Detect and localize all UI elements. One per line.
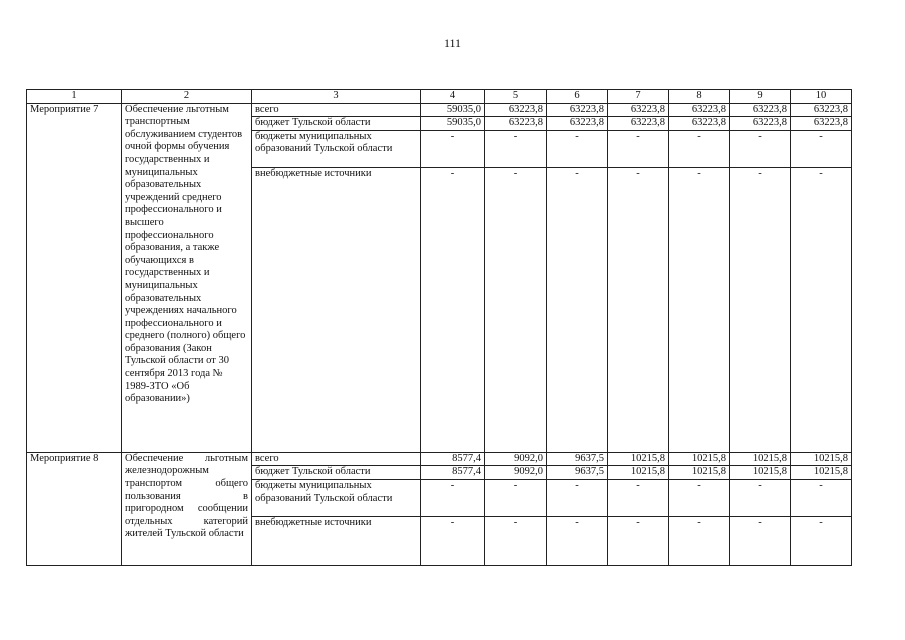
funding-source: внебюджетные источники xyxy=(252,167,421,452)
value-cell: - xyxy=(485,130,547,167)
value-cell: - xyxy=(547,516,608,565)
funding-source: бюджет Тульской области xyxy=(252,466,421,480)
funding-source: бюджеты муниципальных образований Тульской области xyxy=(252,130,421,167)
measure-description: Обеспечение льготным железнодорожным транспортом общего пользования в пригородном сообщении отдельных категорий жителей Тульской области xyxy=(122,452,252,565)
header-cell: 6 xyxy=(547,90,608,104)
value-cell: - xyxy=(791,516,852,565)
header-cell: 3 xyxy=(252,90,421,104)
header-cell: 2 xyxy=(122,90,252,104)
value-cell: 9092,0 xyxy=(485,466,547,480)
value-cell: - xyxy=(421,167,485,452)
measure-description: Обеспечение льготным транспортным обслуживанием студентов очной формы обучения государственных и муниципальных образовательных учреждений среднего профессионального и высшего профессионального образования, а также обучающихся в государственных и муниципальных образовательных учреждениях начального профессионального и среднего (полного) общего образования (Закон Тульской области от 30 сентября 2013 года № 1989-ЗТО «Об образовании») xyxy=(122,103,252,452)
value-cell: 10215,8 xyxy=(669,466,730,480)
value-cell: - xyxy=(669,130,730,167)
funding-source: всего xyxy=(252,103,421,117)
value-cell: 59035,0 xyxy=(421,117,485,131)
value-cell: - xyxy=(669,516,730,565)
value-cell: - xyxy=(730,516,791,565)
header-cell: 1 xyxy=(27,90,122,104)
value-cell: 8577,4 xyxy=(421,452,485,466)
header-cell: 9 xyxy=(730,90,791,104)
value-cell: - xyxy=(485,516,547,565)
value-cell: - xyxy=(421,130,485,167)
value-cell: - xyxy=(608,479,669,516)
value-cell: - xyxy=(791,167,852,452)
value-cell: 63223,8 xyxy=(547,103,608,117)
value-cell: - xyxy=(669,479,730,516)
value-cell: 9092,0 xyxy=(485,452,547,466)
value-cell: 63223,8 xyxy=(791,117,852,131)
value-cell: - xyxy=(421,479,485,516)
value-cell: 63223,8 xyxy=(547,117,608,131)
value-cell: - xyxy=(730,167,791,452)
value-cell: 63223,8 xyxy=(608,117,669,131)
value-cell: - xyxy=(669,167,730,452)
value-cell: - xyxy=(547,167,608,452)
funding-source: всего xyxy=(252,452,421,466)
funding-source: бюджеты муниципальных образований Тульской области xyxy=(252,479,421,516)
table-row xyxy=(27,103,852,117)
value-cell: - xyxy=(485,167,547,452)
header-cell: 7 xyxy=(608,90,669,104)
value-cell: - xyxy=(791,130,852,167)
measure-id: Мероприятие 8 xyxy=(27,452,122,565)
header-cell: 10 xyxy=(791,90,852,104)
value-cell: 8577,4 xyxy=(421,466,485,480)
value-cell: 10215,8 xyxy=(608,466,669,480)
page-number: 111 xyxy=(443,36,462,50)
value-cell: - xyxy=(547,479,608,516)
header-cell: 5 xyxy=(485,90,547,104)
value-cell: 10215,8 xyxy=(669,452,730,466)
value-cell: - xyxy=(547,130,608,167)
value-cell: 10215,8 xyxy=(791,452,852,466)
value-cell: 10215,8 xyxy=(730,466,791,480)
value-cell: 63223,8 xyxy=(669,103,730,117)
value-cell: 63223,8 xyxy=(669,117,730,131)
funding-source: бюджет Тульской области xyxy=(252,117,421,131)
value-cell: - xyxy=(730,130,791,167)
value-cell: 10215,8 xyxy=(608,452,669,466)
header-cell: 8 xyxy=(669,90,730,104)
funding-source: внебюджетные источники xyxy=(252,516,421,565)
value-cell: 10215,8 xyxy=(791,466,852,480)
value-cell: 63223,8 xyxy=(485,117,547,131)
value-cell: 9637,5 xyxy=(547,466,608,480)
value-cell: 63223,8 xyxy=(608,103,669,117)
value-cell: 9637,5 xyxy=(547,452,608,466)
value-cell: - xyxy=(730,479,791,516)
value-cell: - xyxy=(608,167,669,452)
value-cell: - xyxy=(421,516,485,565)
value-cell: 10215,8 xyxy=(730,452,791,466)
value-cell: 63223,8 xyxy=(791,103,852,117)
value-cell: - xyxy=(791,479,852,516)
measure-id: Мероприятие 7 xyxy=(27,103,122,452)
value-cell: 59035,0 xyxy=(421,103,485,117)
value-cell: - xyxy=(608,516,669,565)
header-cell: 4 xyxy=(421,90,485,104)
value-cell: 63223,8 xyxy=(485,103,547,117)
budget-table xyxy=(26,89,852,566)
header-row xyxy=(27,90,852,104)
value-cell: 63223,8 xyxy=(730,103,791,117)
value-cell: - xyxy=(608,130,669,167)
value-cell: - xyxy=(485,479,547,516)
table-row xyxy=(27,452,852,466)
value-cell: 63223,8 xyxy=(730,117,791,131)
